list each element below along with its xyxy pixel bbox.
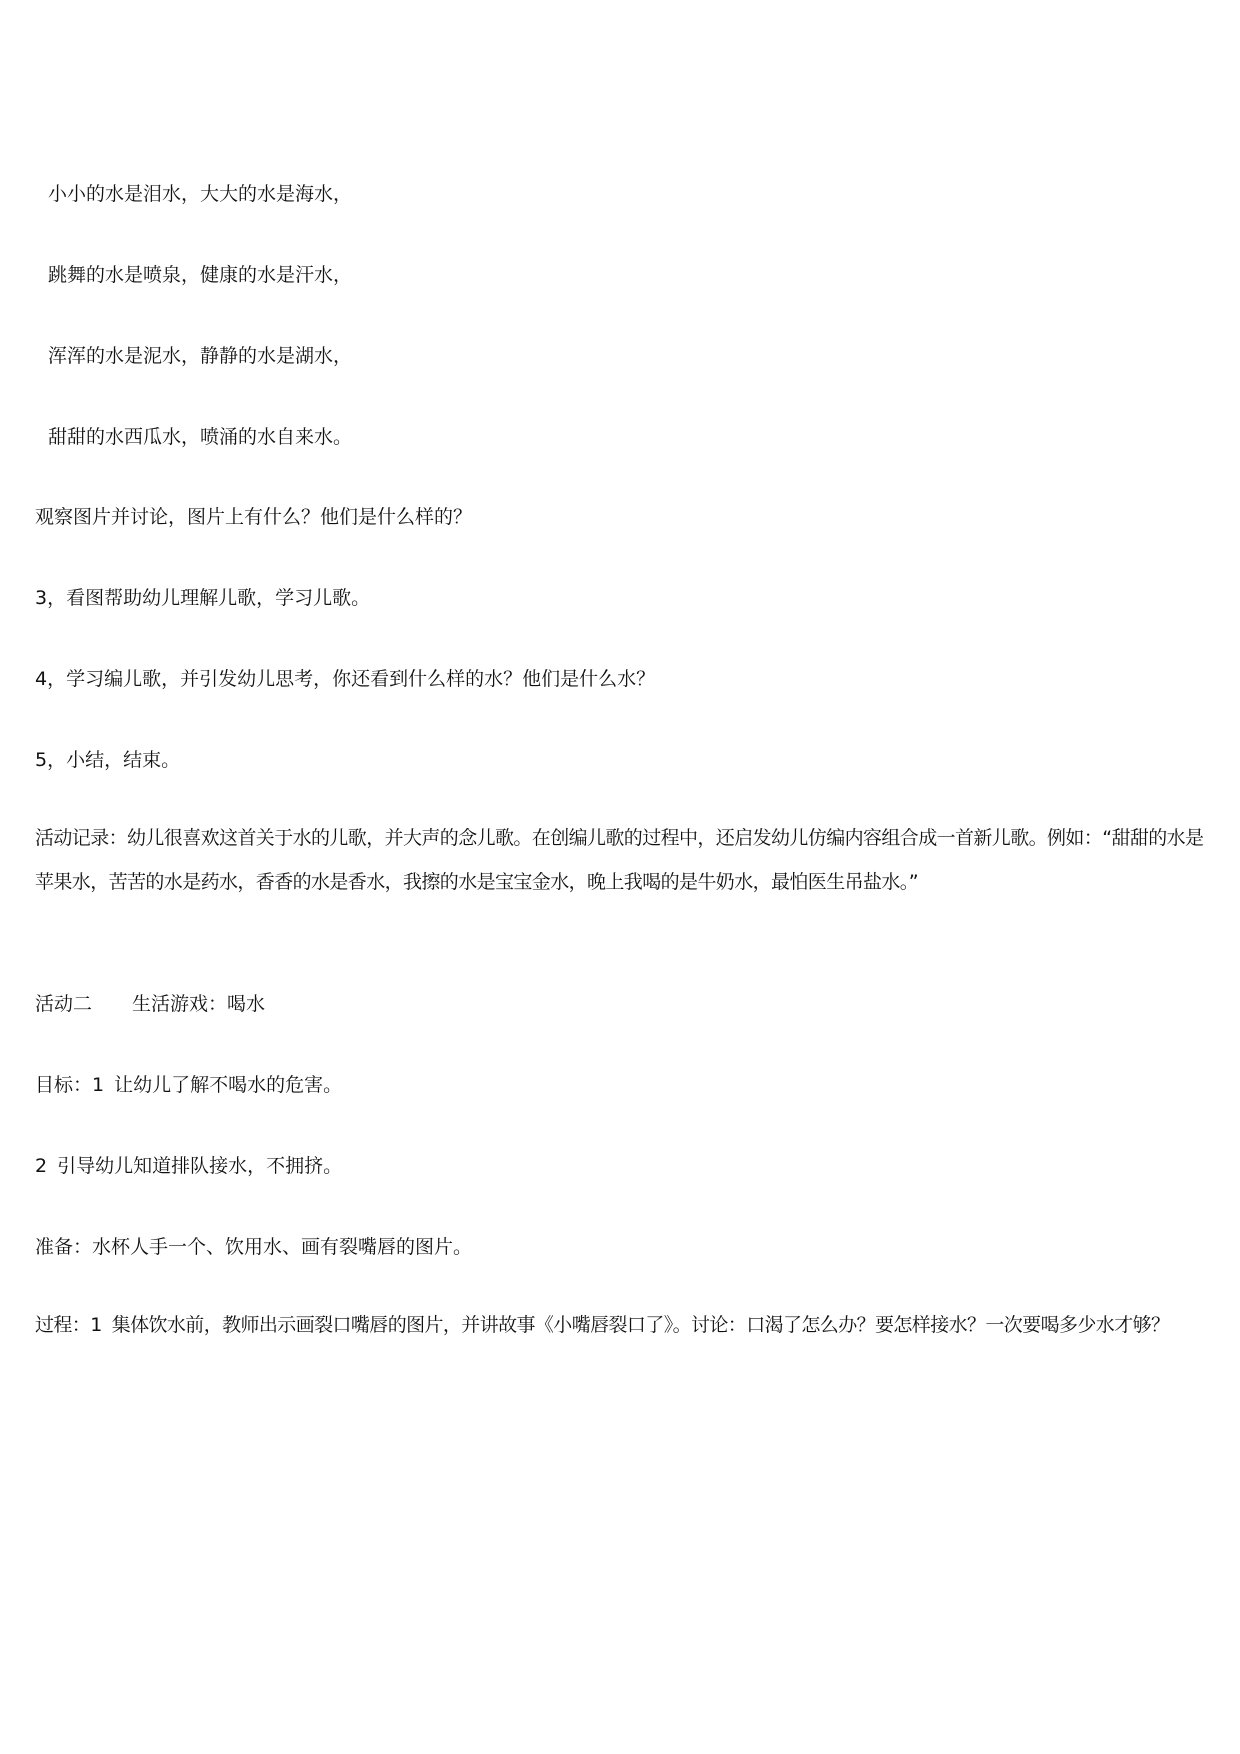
- goal-1: [35, 1072, 1215, 1098]
- goal-1-number: 1: [92, 1074, 105, 1096]
- poem-line-1: 小小的水是泪水，大大的水是海水，: [48, 183, 353, 205]
- process-text: 集体饮水前，教师出示画裂口嘴唇的图片，并讲故事《小嘴唇裂口了》。讨论：口渴了怎么办？要怎样接水？一次要喝多少水才够？: [111, 1314, 1170, 1336]
- activity-2-heading: [35, 991, 1215, 1017]
- step-4: 4，学习编儿歌，并引发幼儿思考，你还看到什么样的水？他们是什么水？: [35, 668, 656, 690]
- poem-line-2: 跳舞的水是喷泉，健康的水是汗水，: [48, 264, 353, 286]
- poem-line-4: 甜甜的水西瓜水，喷涌的水自来水。: [48, 426, 353, 448]
- observe-step: 观察图片并讨论，图片上有什么？他们是什么样的？: [35, 506, 473, 528]
- activity-record: 活动记录：幼儿很喜欢这首关于水的儿歌，并大声的念儿歌。在创编儿歌的过程中，还启发幼儿仿编内容组合成一首新儿歌。例如：“甜甜的水是苹果水，苦苦的水是药水，香香的水是香水，我擦的水是宝宝金水，晚上我喝的是牛奶水，最怕医生吊盐水。”: [35, 827, 1204, 893]
- goal-2-number: 2: [35, 1155, 48, 1177]
- goal-2: [35, 1153, 1215, 1179]
- activity-2-title: 生活游戏：喝水: [132, 993, 266, 1015]
- goal-1-text: 让幼儿了解不喝水的危害。: [114, 1074, 343, 1096]
- step-3: 3，看图帮助幼儿理解儿歌，学习儿歌。: [35, 587, 371, 609]
- process: [35, 1303, 1215, 1347]
- step-5: 5，小结，结束。: [35, 749, 181, 771]
- process-label: 过程：: [35, 1314, 91, 1336]
- preparation: 准备：水杯人手一个、饮用水、画有裂嘴唇的图片。: [35, 1236, 473, 1258]
- goal-2-text: 引导幼儿知道排队接水，不拥挤。: [57, 1155, 343, 1177]
- goal-label: 目标：: [35, 1074, 93, 1096]
- poem-line-3: 浑浑的水是泥水，静静的水是湖水，: [48, 345, 353, 367]
- activity-2-label: 活动二: [35, 993, 93, 1015]
- process-number: 1: [90, 1314, 102, 1336]
